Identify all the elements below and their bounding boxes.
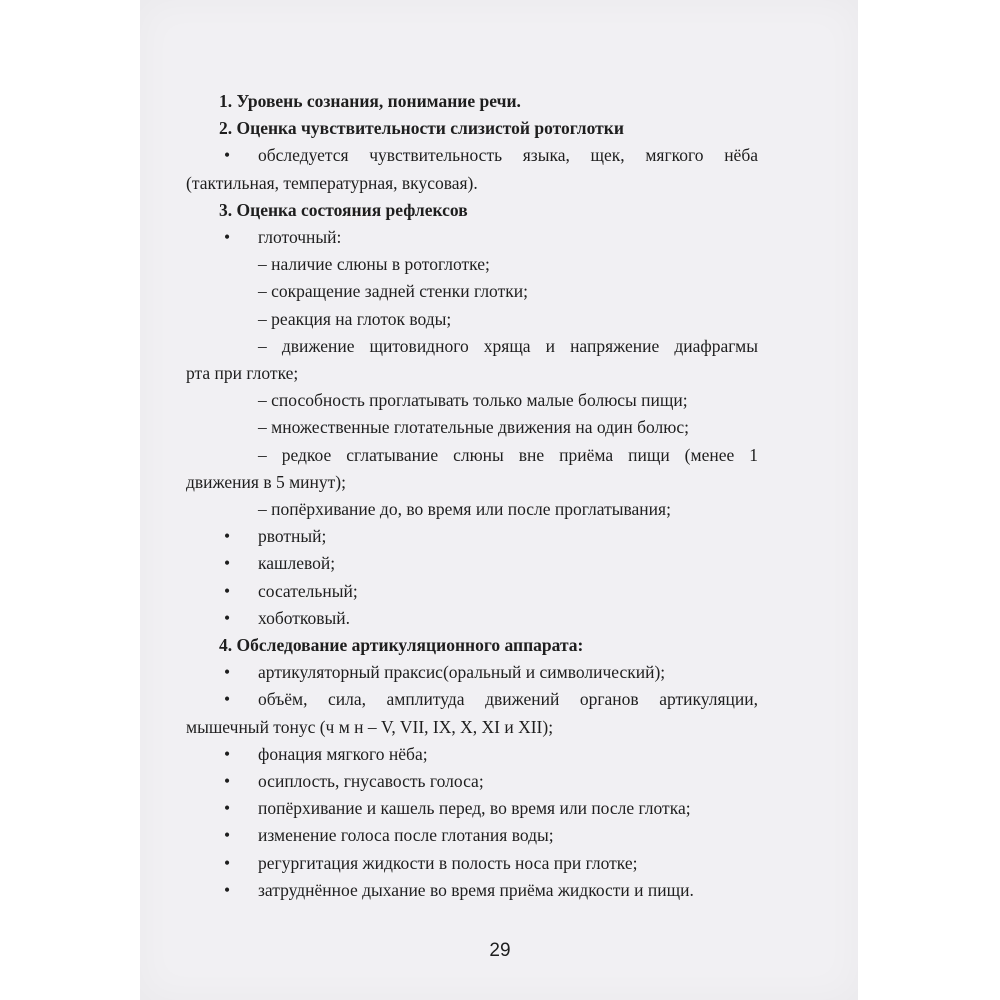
bullet-icon: • (224, 526, 231, 547)
bullet-icon: • (224, 227, 231, 248)
dash-item: – наличие слюны в ротоглотке; (258, 254, 490, 275)
bullet-item (186, 822, 758, 849)
dash-item: – сокращение задней стенки глотки; (258, 281, 528, 302)
bullet-item (186, 795, 758, 822)
continuation-line: (тактильная, температурная, вкусовая). (186, 172, 478, 193)
bullet-item (186, 659, 758, 686)
bullet-text: рвотный; (258, 526, 327, 547)
bullet-icon: • (224, 743, 231, 764)
bullet-item (186, 578, 758, 605)
bullet-item (186, 550, 758, 577)
bullet-text: сосательный; (258, 580, 358, 601)
bullet-icon: • (224, 580, 231, 601)
bullet-icon: • (224, 852, 231, 873)
bullet-item (186, 523, 758, 550)
bullet-text: объём, сила, амплитуда движений органов артикуляции, (258, 689, 758, 710)
bullet-item (186, 850, 758, 877)
bullet-item (186, 741, 758, 768)
continuation-line: мышечный тонус (ч м н – V, VII, IX, X, XI и XII); (186, 716, 554, 737)
bullet-icon: • (224, 662, 231, 683)
bullet-text: обследуется чувствительность языка, щек, мягкого нёба (258, 145, 758, 166)
bullet-icon: • (224, 825, 231, 846)
page-body-text (186, 88, 758, 904)
dash-item: – движение щитовидного хряща и напряжение диафрагмы (258, 335, 758, 356)
bullet-text: регургитация жидкости в полость носа при глотке; (258, 852, 638, 873)
bullet-icon: • (224, 771, 231, 792)
bullet-icon: • (224, 798, 231, 819)
continuation-line: рта при глотке; (186, 363, 299, 384)
dash-item: – редкое сглатывание слюны вне приёма пищи (менее 1 (258, 444, 758, 465)
section-heading: 3. Оценка состояния рефлексов (219, 199, 468, 220)
bullet-icon: • (224, 553, 231, 574)
dash-item: – способность проглатывать только малые болюсы пищи; (258, 390, 688, 411)
bullet-text: осиплость, гнусавость голоса; (258, 771, 484, 792)
bullet-item (186, 224, 758, 251)
bullet-text: фонация мягкого нёба; (258, 743, 428, 764)
bullet-item (186, 877, 758, 904)
bullet-item (186, 686, 758, 713)
section-heading: 1. Уровень сознания, понимание речи. (219, 91, 521, 111)
bullet-item (186, 605, 758, 632)
bullet-item (186, 768, 758, 795)
bullet-text: глоточный: (258, 227, 342, 248)
bullet-icon: • (224, 689, 231, 710)
bullet-text: изменение голоса после глотания воды; (258, 825, 554, 846)
bullet-item (186, 142, 758, 169)
bullet-text: хоботковый. (258, 607, 351, 628)
continuation-line: движения в 5 минут); (186, 471, 346, 492)
bullet-text: затруднённое дыхание во время приёма жидкости и пищи. (258, 879, 694, 900)
bullet-icon: • (224, 145, 231, 166)
section-heading: 2. Оценка чувствительности слизистой ротоглотки (219, 118, 624, 139)
bullet-text: артикуляторный праксис(оральный и символический); (258, 662, 666, 683)
page-number: 29 (489, 940, 511, 961)
dash-item: – реакция на глоток воды; (258, 308, 452, 329)
bullet-icon: • (224, 879, 231, 900)
bullet-text: попёрхивание и кашель перед, во время или после глотка; (258, 798, 691, 819)
dash-item: – попёрхивание до, во время или после проглатывания; (258, 499, 671, 520)
bullet-icon: • (224, 607, 231, 628)
bullet-text: кашлевой; (258, 553, 336, 574)
dash-item: – множественные глотательные движения на один болюс; (258, 417, 689, 438)
section-heading: 4. Обследование артикуляционного аппарата: (219, 635, 584, 656)
